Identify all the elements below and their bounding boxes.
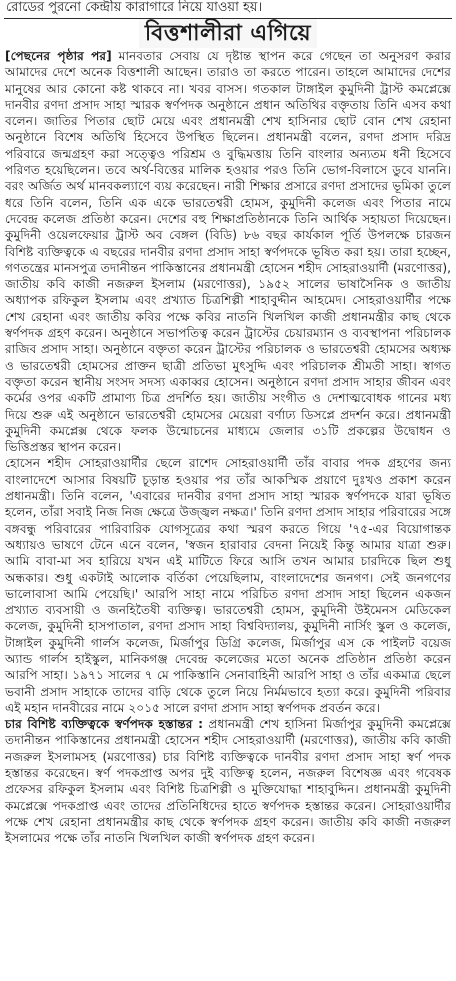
headline: বিত্তশালীরা এগিয়ে: [139, 19, 317, 48]
paragraph-text: হোসেন শহীদ সোহরাওয়ার্দীর ছেলে রাশেদ সোহরাওয়ার্দী তাঁর বাবার পদক গ্রহণের জন্য বাংলাদেশে আসার বিষয়টি চূড়ান্ত হওয়ার পর তাঁর আকস্মিক প্রয়াণে দুঃখও প্রকাশ করেন প্রধানমন্ত্রী। তিনি বলেন, 'এবারের দানবীর রণদা প্রসাদ সাহা স্মারক স্বর্ণপদকে যারা ভূষিত হলেন, তাঁরা সবাই নিজ নিজ ক্ষেত্রে উজ্জ্বল নক্ষত্র।' তিনি রণদা প্রসাদ সাহার পরিবারের সঙ্গে বঙ্গবন্ধু পরিবারের পারিবারিক যোগসূত্রের কথা স্মরণ করতে গিয়ে '৭৫-এর বিয়োগান্তক অধ্যায়ও ভাষণে টেনে এনে বলেন, 'স্বজন হারাবার বেদনা নিয়েই কিন্তু আমার যাত্রা শুরু। আমি বাবা-মা সব হারিয়ে যখন এই মাটিতে ফিরে আসি তখন আমার চারদিকে ছিল শুধু অন্ধকার। শুধু একটাই আলোক বর্তিকা পেয়েছিলাম, বাংলাদেশের জনগণ। সেই জনগণের ভালোবাসা আমি পেয়েছি।' আরপি সাহা নামে পরিচিত রণদা প্রসাদ সাহা ছিলেন একজন প্রখ্যাত ব্যবসায়ী ও জনহিতৈষী ব্যক্তিত্ব। ভারতেশ্বরী হোমস, কুমুদিনী উইমেনস মেডিকেল কলেজ, কুমুদিনী হাসপাতাল, রণদা প্রসাদ সাহা বিশ্ববিদ্যালয়, কুমুদিনী নার্সিং স্কুল ও কলেজ, টাঙ্গাইল কুমুদিনী গার্লস কলেজ, মির্জাপুর ডিগ্রি কলেজ, মির্জাপুর এস কে পাইলট বয়েজ অ্যান্ড গার্লস হাইস্কুল, মানিকগঞ্জ দেবেন্দ্র কলেজের মতো অনেক প্রতিষ্ঠান প্রতিষ্ঠা করেন আরপি সাহা। ১৯৭১ সালের ৭ মে পাকিস্তানি সেনাবাহিনী আরপি সাহা ও তাঁর একমাত্র ছেলে ভবানী প্রসাদ সাহাকে তাদের বাড়ি থেকে তুলে নিয়ে নির্মমভাবে হত্যা করে। কুমুদিনী পরিবার এই মহান দানবীরের নামে ২০১৫ সালে রণদা প্রসাদ সাহা স্বর্ণপদক প্রবর্তন করে।: [5, 456, 451, 715]
subheading: চার বিশিষ্ট ব্যক্তিত্বকে স্বর্ণপদক হস্তান্তর :: [5, 717, 204, 732]
headline-area: [4, 19, 452, 48]
previous-story-tail: রোডের পুরনো কেন্দ্রীয় কারাগারে নিয়ে যাওয়া হয়।: [6, 0, 263, 15]
article-paragraph: [5, 48, 451, 455]
continued-label: [পেছনের পৃষ্ঠার পর]: [5, 49, 112, 63]
article-paragraph: [5, 455, 451, 716]
paragraph-text: প্রধানমন্ত্রী শেখ হাসিনা মির্জাপুর কুমুদিনী কমপ্লেক্সে তদানীন্তন পাকিস্তানের প্রধানমন্ত্রী হোসেন শহীদ সোহরাওয়ার্দী (মরণোত্তর), জাতীয় কবি কাজী নজরুল ইসলামসহ (মরণোত্তর) চার বিশিষ্ট ব্যক্তিত্বকে দানবীর রণদা প্রসাদ সাহা স্বর্ণ পদক হস্তান্তর করেছেন। স্বর্ণ পদকপ্রাপ্ত অপর দুই ব্যক্তিত্ব হলেন, নজরুল বিশেষজ্ঞ এবং গবেষক প্রফেসর রফিকুল ইসলাম এবং বিশিষ্ট চিত্রশিল্পী ও মুক্তিযোদ্ধা শাহাবুদ্দিন। প্রধানমন্ত্রী কুমুদিনী কমপ্লেক্সে পদকপ্রাপ্ত এবং তাদের প্রতিনিধিদের হাতে স্বর্ণপদক হস্তান্তর করেন। সোহরাওয়ার্দীর পক্ষে শেখ রেহানা প্রধানমন্ত্রীর কাছ থেকে স্বর্ণপদক গ্রহণ করেন। জাতীয় কবি কাজী নজরুল ইসলামের পক্ষে তাঁর নাতনি খিলখিল কাজী স্বর্ণপদক গ্রহণ করেন।: [5, 717, 451, 846]
article-paragraph: [5, 716, 451, 846]
article-body: [4, 48, 452, 847]
paragraph-text: মানবতার সেবায় যে দৃষ্টান্ত স্থাপন করে গেছেন তা অনুসরণ করার আমাদের দেশে অনেক বিত্তশালী আছেন। তারাও তা করতে পারেন। তাহলে আমাদের দেশের মানুষের আর কোনো কষ্ট থাকবে না। খবর বাসস। গতকাল টাঙ্গাইল কুমুদিনী ট্রাস্ট কমপ্লেক্সে দানবীর রণদা প্রসাদ সাহা স্মারক স্বর্ণপদক অনুষ্ঠানে প্রধান অতিথির বক্তৃতায় তিনি এসব কথা বলেন। জাতির পিতার ছোট মেয়ে এবং প্রধানমন্ত্রী শেখ হাসিনার ছোট বোন শেখ রেহানা অনুষ্ঠানে বিশেষ অতিথি হিসেবে উপস্থিত ছিলেন। প্রধানমন্ত্রী বলেন, রণদা প্রসাদ দরিদ্র পরিবারে জন্মগ্রহণ করা সত্ত্বেও পরিশ্রম ও বুদ্ধিমত্তায় তিনি বাংলার অন্যতম ধনী হিসেবে পরিণত হয়েছিলেন। তবে অর্থ-বিত্তের মালিক হওয়ার পরও তিনি ভোগ-বিলাসে ডুবে যাননি। বরং অর্জিত অর্থ মানবকল্যাণে ব্যয় করেছেন। নারী শিক্ষার প্রসারে রণদা প্রসাদের ভূমিকা তুলে ধরে তিনি বলেন, তিনি এক একে ভারতেশ্বরী হোমস, কুমুদিনী কলেজ এবং পিতার নামে দেবেন্দ্র কলেজ প্রতিষ্ঠা করেন। দেশের বহু শিক্ষাপ্রতিষ্ঠানকে তিনি আর্থিক সহায়তা দিয়েছেন। কুমুদিনী ওয়েলফেয়ার ট্রাস্ট অব বেঙ্গল (বিডি) ৮৬ বছর কার্যকাল পূর্তি উপলক্ষে চারজন বিশিষ্ট ব্যক্তিত্বকে এ বছরের দানবীর রণদা প্রসাদ সাহা স্বর্ণপদকে ভূষিত করা হয়। তারা হচ্ছেন, গণতন্ত্রের মানসপুত্র তদানীন্তন পাকিস্তানের প্রধানমন্ত্রী হোসেন শহীদ সোহরাওয়ার্দী (মরণোত্তর), জাতীয় কবি কাজী নজরুল ইসলাম (মরণোত্তর), ১৯৫২ সালের ভাষাসৈনিক ও জাতীয় অধ্যাপক রফিকুল ইসলাম এবং প্রখ্যাত চিত্রশিল্পী শাহাবুদ্দীন আহমেদ। সোহরাওয়ার্দীর পক্ষে শেখ রেহানা এবং জাতীয় কবির পক্ষে কবির নাতনি খিলখিল কাজী প্রধানমন্ত্রীর কাছ থেকে স্বর্ণপদক গ্রহণ করেন। অনুষ্ঠানে সভাপতিত্ব করেন ট্রাস্টের চেয়ারম্যান ও ব্যবস্থাপনা পরিচালক রাজিব প্রসাদ সাহা। অনুষ্ঠানে বক্তৃতা করেন ট্রাস্টের পরিচালক ও ভারতেশ্বরী হোমসের অধ্যক্ষ ও ভারতেশ্বরী হোমসের প্রাক্তন ছাত্রী প্রতিভা মুৎসুদ্দি এবং পরিচালক শ্রীমতী সাহা। স্বাগত বক্তৃতা করেন স্থানীয় সংসদ সদস্য একাব্বর হোসেন। অনুষ্ঠানে রণদা প্রসাদ সাহার জীবন এবং কর্মের ওপর একটি প্রামাণ্য চিত্র প্রদর্শিত হয়। জাতীয় সংগীত ও দেশাত্মবোধক গানের মধ্য দিয়ে শুরু এই অনুষ্ঠানে ভারতেশ্বরী হোমসের মেয়েরা বর্ণাঢ্য ডিসপ্লে প্রদর্শন করে। প্রধানমন্ত্রী কুমুদিনী কমপ্লেক্স থেকে ফলক উন্মোচনের মাধ্যমে জেলার ৩১টি প্রকল্পের উদ্বোধন ও ভিত্তিপ্রস্তর স্থাপন করেন।: [5, 49, 451, 455]
